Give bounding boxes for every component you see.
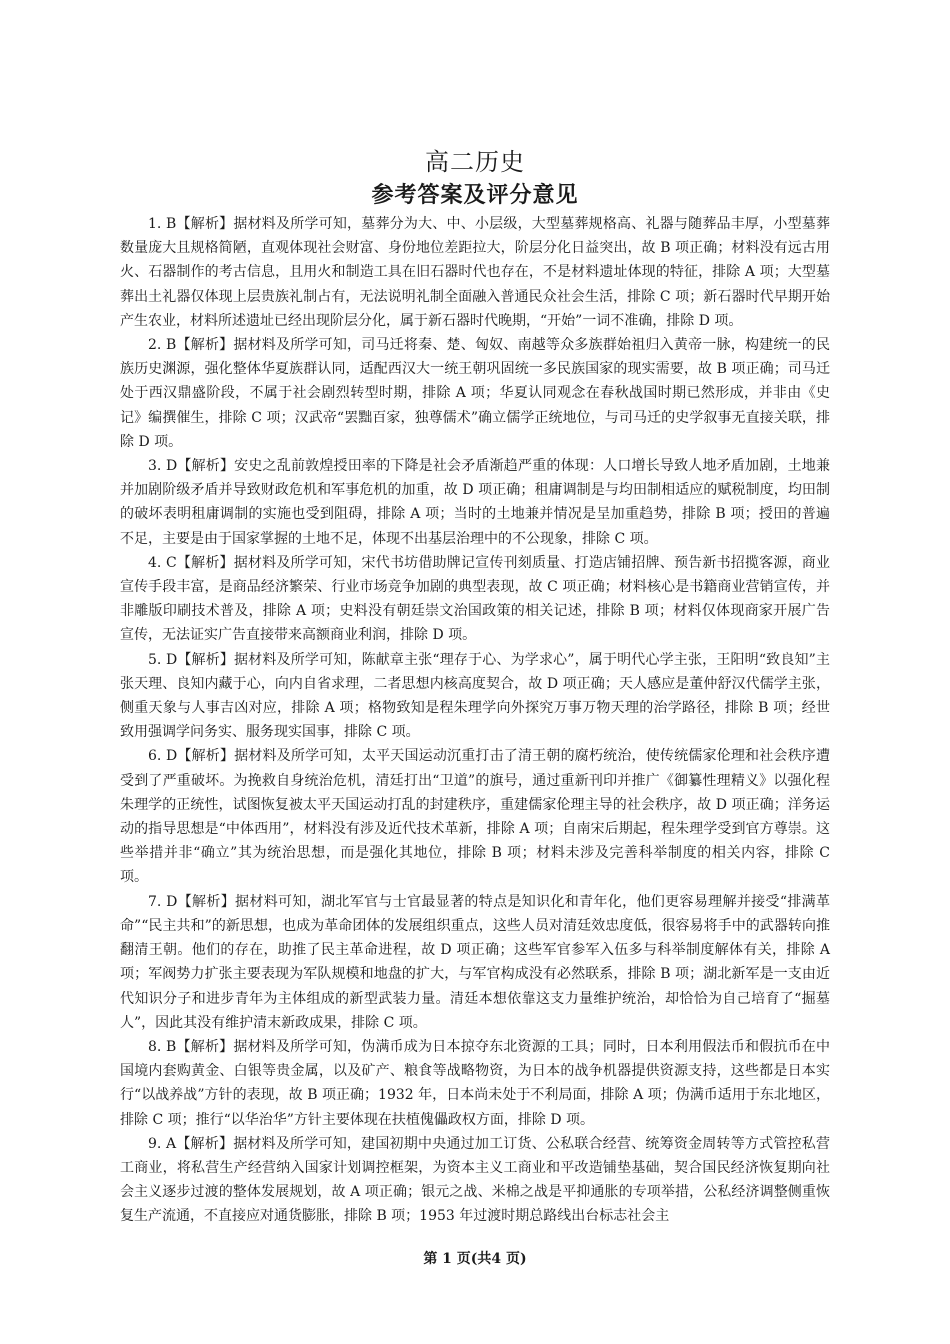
page-number-footer: 第 1 页(共4 页): [423, 1251, 527, 1267]
page-title: 高二历史: [425, 148, 525, 176]
answer-item-2: 2. B【解析】据材料及所学可知，司马迁将秦、楚、匈奴、南越等众多族群始祖归入黄帝一脉，构建统一的民族历史渊源，强化整体华夏族群认同，适配西汉大一统王朝巩固统一多民族国家的现实需要，故 B 项正确；司马迁处于西汉鼎盛阶段，不属于社会剧烈转型时期，排除 A 项；华夏认同观念在春秋战国时期已然形成，并非由《史记》编撰催生，排除 C 项；汉武帝“罢黜百家，独尊儒术”确立儒学正统地位，与司马迁的史学叙事无直接关联，排除 D 项。: [120, 337, 830, 450]
answer-item-8: 8. B【解析】据材料及所学可知，伪满币成为日本掠夺东北资源的工具；同时，日本利用假法币和假抗币在中国境内套购黄金、白银等贵金属，以及矿产、粮食等战略物资，为日本的战争机器提供资源支持，这些都是日本实行“以战养战”方针的表现，故 B 项正确；1932 年，日本尚未处于不利局面，排除 A 项；伪满币适用于东北地区，排除 C 项；推行“以华治华”方针主要体现在扶植傀儡政权方面，排除 D 项。: [120, 1038, 830, 1128]
answer-item-9: 9. A【解析】据材料及所学可知，建国初期中央通过加工订货、公私联合经营、统筹资金周转等方式管控私营工商业，将私营生产经营纳入国家计划调控框架，为资本主义工商业和平改造铺垫基础，契合国民经济恢复期向社会主义逐步过渡的整体发展规划，故 A 项正确；银元之战、米棉之战是平抑通胀的专项举措，公私经济调整侧重恢复生产流通，不直接应对通货膨胀，排除 B 项；1953 年过渡时期总路线出台标志社会主: [120, 1135, 830, 1225]
answer-list: [120, 212, 830, 1229]
answer-item-7: 7. D【解析】据材料可知，湖北军官与士官最显著的特点是知识化和青年化，他们更容易理解并接受“排满革命”“民主共和”的新思想，也成为革命团体的发展组织重点，这些人员对清廷效忠度低，很容易将手中的武器转向推翻清王朝。他们的存在，助推了民主革命进程，故 D 项正确；这些军官参军入伍多与科举制度解体有关，排除 A 项；军阀势力扩张主要表现为军队规模和地盘的扩大，与军官构成没有必然联系，排除 B 项；湖北新军是一支由近代知识分子和进步青年为主体组成的新型武装力量。清廷本想依靠这支力量维护统治，却恰恰为自己培育了“掘墓人”，因此其没有维护清末新政成果，排除 C 项。: [120, 893, 830, 1031]
answer-item-3: 3. D【解析】安史之乱前敦煌授田率的下降是社会矛盾渐趋严重的体现：人口增长导致人地矛盾加剧，土地兼并加剧阶级矛盾并导致财政危机和军事危机的加重，故 D 项正确；租庸调制是与均田制相适应的赋税制度，均田制的破坏表明租庸调制的实施也受到阻碍，排除 A 项；当时的土地兼并情况是呈加重趋势，排除 B 项；授田的普遍不足，主要是由于国家掌握的土地不足，体现不出基层治理中的不公现象，排除 C 项。: [120, 458, 830, 547]
answer-item-6: 6. D【解析】据材料及所学可知，太平天国运动沉重打击了清王朝的腐朽统治，使传统儒家伦理和社会秩序遭受到了严重破坏。为挽救自身统治危机，清廷打出“卫道”的旗号，通过重新刊印并推广《御纂性理精义》以强化程朱理学的正统性，试图恢复被太平天国运动打乱的封建秩序，重建儒家伦理主导的社会秩序，故 D 项正确；洋务运动的指导思想是“中体西用”，材料没有涉及近代技术革新，排除 A 项；自南宋后期起，程朱理学受到官方尊崇。这些举措并非“确立”其为统治思想，而是强化其地位，排除 B 项；材料未涉及完善科举制度的相关内容，排除 C 项。: [120, 748, 830, 886]
answer-item-1: 1. B【解析】据材料及所学可知，墓葬分为大、中、小层级，大型墓葬规格高、礼器与随葬品丰厚，小型墓葬数量庞大且规格简陋，直观体现社会财富、身份地位差距拉大，阶层分化日益突出，故 B 项正确；材料没有远古用火、石器制作的考古信息，且用火和制造工具在旧石器时代也存在，不是材料遗址体现的特征，排除 A 项；大型墓葬出土礼器仅体现上层贵族礼制占有，无法说明礼制全面融入普通民众社会生活，排除 C 项；新石器时代早期开始产生农业，材料所述遗址已经出现阶层分化，属于新石器时代晚期，“开始”一词不准确，排除 D 项。: [120, 216, 830, 329]
answer-item-5: 5. D【解析】据材料及所学可知，陈献章主张“理存于心、为学求心”，属于明代心学主张，王阳明“致良知”主张天理、良知内藏于心，向内自省求理，二者思想内核高度契合，故 D 项正确；天人感应是董仲舒汉代儒学主张，侧重天象与人事吉凶对应，排除 A 项；格物致知是程朱理学向外探究万事万物天理的治学路径，排除 B 项；经世致用强调学问务实、服务现实国事，排除 C 项。: [120, 651, 830, 741]
page-subtitle: 参考答案及评分意见: [371, 182, 579, 208]
answer-item-4: 4. C【解析】据材料及所学可知，宋代书坊借助牌记宣传刊刻质量、打造店铺招牌、预告新书招揽客源，商业宣传手段丰富，是商品经济繁荣、行业市场竞争加剧的典型表现，故 C 项正确；材料核心是书籍商业营销宣传，并非雕版印刷技术普及，排除 A 项；史料没有朝廷崇文治国政策的相关记述，排除 B 项；材料仅体现商家开展广告宣传，无法证实广告直接带来高额商业利润，排除 D 项。: [120, 554, 830, 644]
